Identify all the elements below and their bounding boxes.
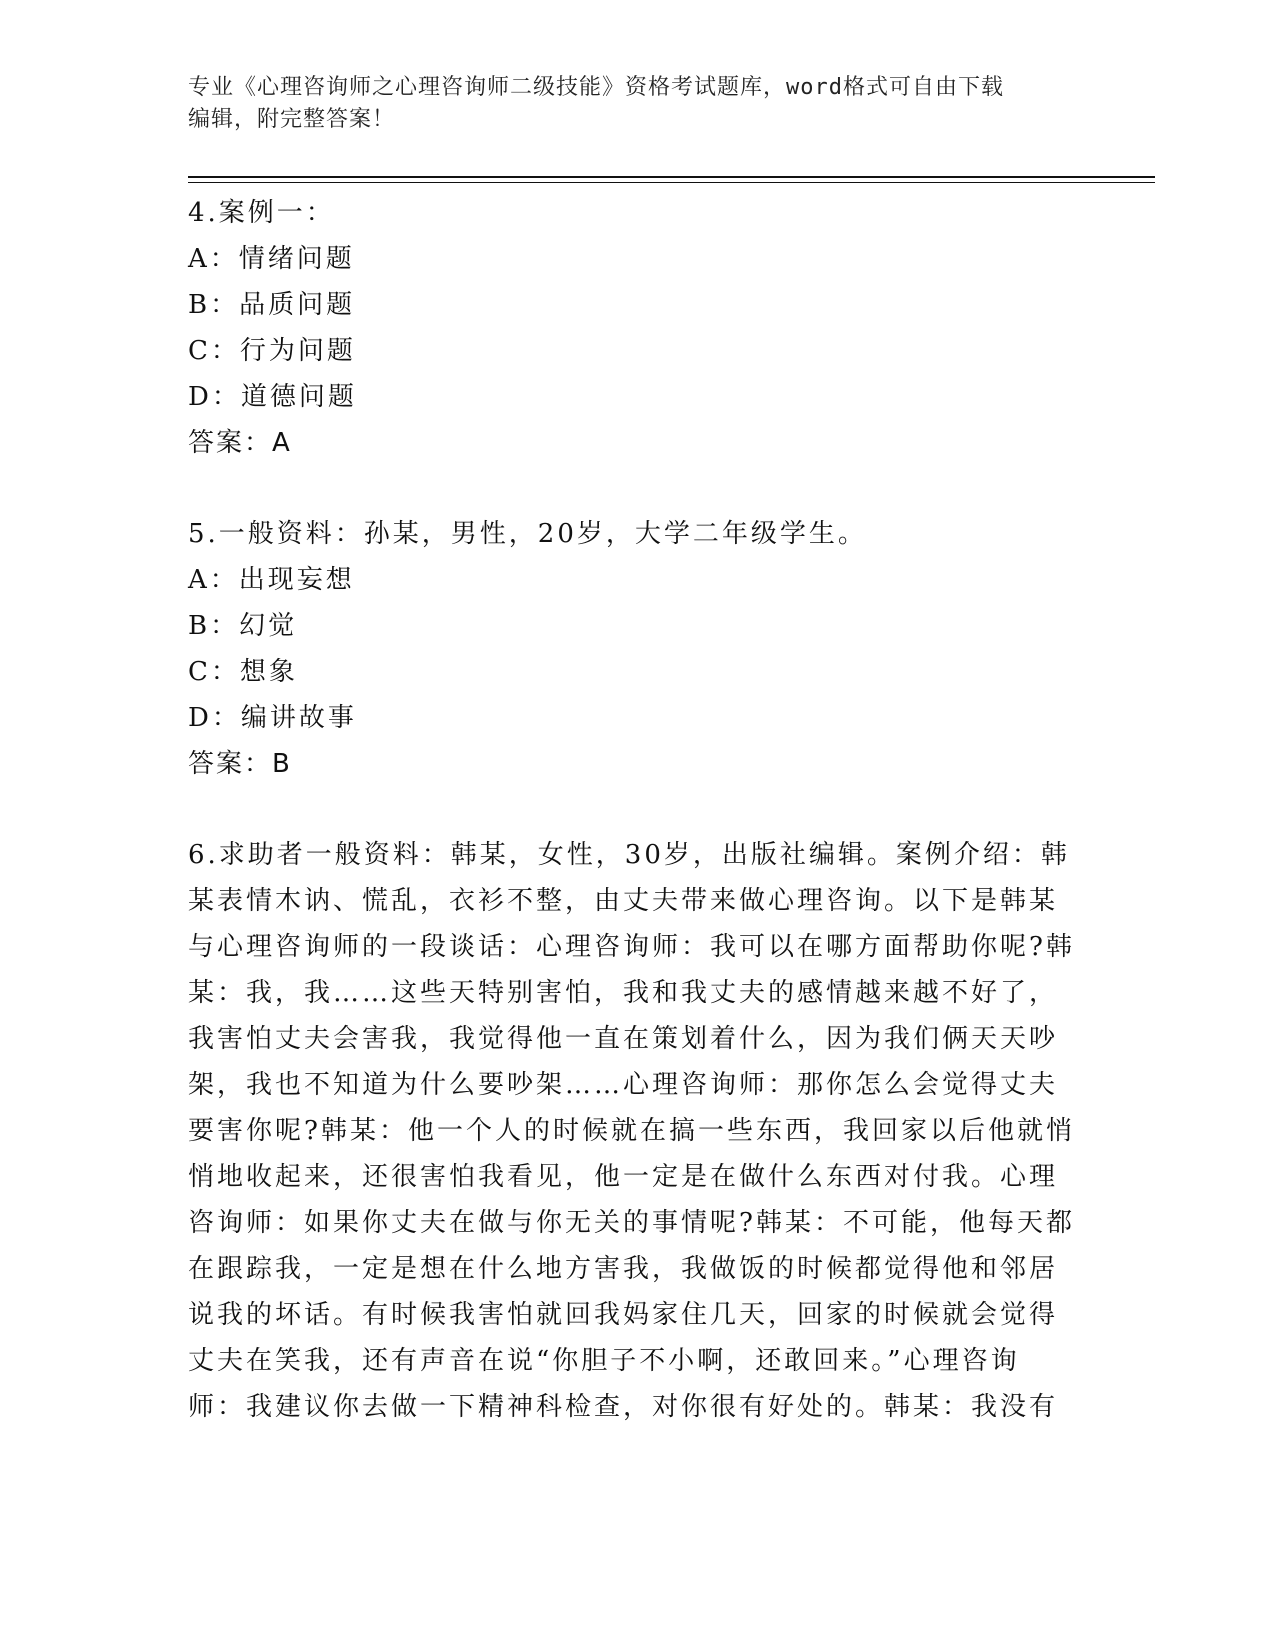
header-line-1: 专业《心理咨询师之心理咨询师二级技能》资格考试题库，word格式可自由下载 xyxy=(188,75,1004,100)
question-stem: 4.案例一： xyxy=(188,198,335,228)
option-c: C：行为问题 xyxy=(188,336,356,366)
question-5 xyxy=(188,511,1088,787)
question-6-line: 我害怕丈夫会害我，我觉得他一直在策划着什么，因为我们俩天天吵 xyxy=(188,1024,1059,1054)
question-6-line: 说我的坏话。有时候我害怕就回我妈家住几天，回家的时候就会觉得 xyxy=(188,1300,1059,1330)
document-header xyxy=(188,72,1068,136)
question-6-line: 师：我建议你去做一下精神科检查，对你很有好处的。韩某：我没有 xyxy=(188,1392,1059,1422)
answer-label: 答案：B xyxy=(188,749,292,779)
header-divider-thin xyxy=(188,182,1155,183)
spacer xyxy=(188,466,1088,511)
question-6-line: 悄地收起来，还很害怕我看见，他一定是在做什么东西对付我。心理 xyxy=(188,1162,1059,1192)
question-4 xyxy=(188,190,1088,466)
question-6-line: 要害你呢?韩某：他一个人的时候就在搞一些东西，我回家以后他就悄 xyxy=(188,1116,1075,1146)
question-6-line: 丈夫在笑我，还有声音在说“你胆子不小啊，还敢回来。”心理咨询 xyxy=(188,1346,1020,1376)
spacer xyxy=(188,787,1088,832)
question-6 xyxy=(188,832,1075,1430)
answer-label: 答案：A xyxy=(188,428,292,458)
question-6-line: 架，我也不知道为什么要吵架……心理咨询师：那你怎么会觉得丈夫 xyxy=(188,1070,1059,1100)
option-b: B：品质问题 xyxy=(188,290,356,320)
question-6-line: 某表情木讷、慌乱，衣衫不整，由丈夫带来做心理咨询。以下是韩某 xyxy=(188,886,1059,916)
header-line-2: 编辑，附完整答案！ xyxy=(188,107,396,132)
option-d: D：道德问题 xyxy=(188,382,357,412)
question-list xyxy=(188,190,1088,1430)
option-b: B：幻觉 xyxy=(188,611,298,641)
question-6-line: 某：我，我……这些天特别害怕，我和我丈夫的感情越来越不好了， xyxy=(188,978,1059,1008)
question-6-line: 咨询师：如果你丈夫在做与你无关的事情呢?韩某：不可能，他每天都 xyxy=(188,1208,1075,1238)
option-a: A：情绪问题 xyxy=(188,244,355,274)
question-6-line: 与心理咨询师的一段谈话：心理咨询师：我可以在哪方面帮助你呢?韩 xyxy=(188,932,1075,962)
header-divider-thick xyxy=(188,176,1155,178)
question-6-line: 在跟踪我，一定是想在什么地方害我，我做饭的时候都觉得他和邻居 xyxy=(188,1254,1059,1284)
question-stem: 5.一般资料：孙某，男性，20岁，大学二年级学生。 xyxy=(188,519,867,549)
option-c: C：想象 xyxy=(188,657,298,687)
question-6-line: 6.求助者一般资料：韩某，女性，30岁，出版社编辑。案例介绍：韩 xyxy=(188,840,1070,870)
option-d: D：编讲故事 xyxy=(188,703,357,733)
option-a: A：出现妄想 xyxy=(188,565,355,595)
